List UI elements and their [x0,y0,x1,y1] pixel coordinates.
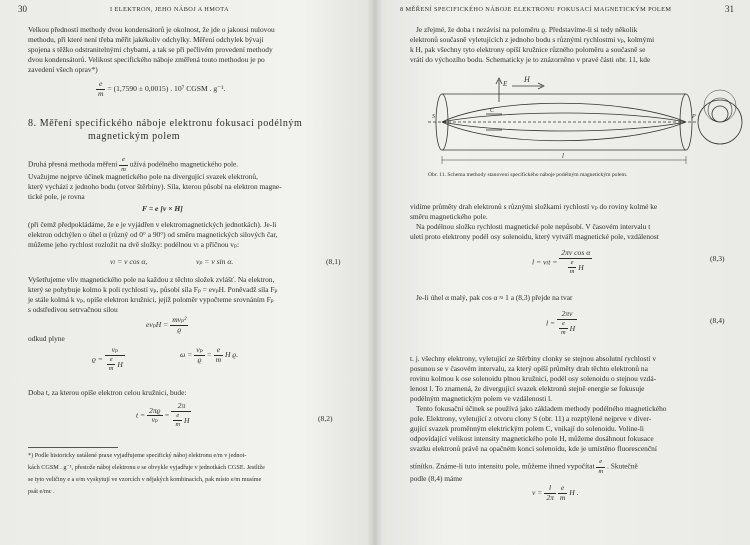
equation-velocity: v = $\frac{l}{2\pi}$ $\frac{e}{m}$ H . [532,483,579,502]
paragraph-line: stínítko. Známe-li tuto intensitu pole, můžeme ihned vypočítat $\frac{e}{m}$ . Skutečně [410,458,638,475]
paragraph-line: Velkou předností methody dvou kondensátorů je okolnost, že jde o jakousi nulovou [28,25,275,34]
footnote-line: *) Podle historicky ustálené praxe vyjadřujeme specifický náboj elektronu e/m v jednot- [28,452,247,459]
paragraph-line: Tento fokusační účinek se používá jako základem methody podélného magnetického [416,404,667,413]
paragraph-line: zavedení všech oprav*) [28,65,98,74]
footnote-line: psát e/mc . [28,488,55,495]
footnote-line: se tyto veličiny e a e/m vyskytují ve vzorcích v nějakých kombinacích, pak místo e/m musíme [28,476,262,483]
paragraph-line: podle (8,4) máme [410,474,463,483]
equation-period: t = $\frac{2\pi ϱ}{\text{vₚ}}$ = 2π $\frac{e}{m}$ H [136,401,190,428]
paragraph-line: svazku elektronů právě na opačném konci solenoidu, kde je umístěno fluorescenční [410,444,657,453]
paragraph-line: methodu, při které není třeba měřit jakékoliv odchylky. Měření odchylek bývají [28,35,264,44]
paragraph-line: Na podélnou složku rychlosti magnetické pole nepůsobí. V časovém intervalu t [416,222,651,231]
figure-caption: Obr. 11. Schema methody stanovení specifického náboje podélným magnetickým polem. [428,172,628,178]
paragraph-line: směru magnetického pole. [410,212,488,221]
equation-radius: ϱ = vₚ $\frac{e}{m}$ H [92,345,123,372]
page-number-right: 31 [725,4,734,14]
paragraph-line: pole. Elektrony, vyletující z otvoru clony S (obr. 11) a rozptýlené nejprve v diver- [410,414,652,423]
paragraph-line: vidíme průměty drah elektronů s různými složkami rychlostí vₚ do roviny kolmé ke [410,202,658,211]
paragraph-line: (při čemž předpokládáme, že e je vyjádřen v elektromagnetických jednotkách). Je-li [28,220,277,229]
paragraph-line: dvou kondensátorů. Velikost specifického náboje změřená touto methodou je po [28,55,265,64]
paragraph-line: odpovídající velikost intensity magnetického pole H, můžeme dosáhnout fokusace [410,434,654,443]
solenoid-focusing-diagram [424,72,744,167]
equation-number: (8,3) [710,254,725,263]
paragraph-line: elektron odchýlen o úhel α (různý od 0° a 90°) od směru magnetických silových čar, [28,230,278,239]
paragraph-line: posunou se v časovém intervalu, za který opíší průměty drah těchto elektronů na [410,364,648,373]
equation-centripetal: evₚH = $\frac{\text{mvₚ²}}{ϱ}$ [146,315,187,334]
equation-lorentz-force: F = e [v × H] [142,204,183,213]
equation-number: (8,1) [326,257,341,266]
footnote-rule [28,447,118,448]
figure-label-c: C [490,108,495,114]
paragraph-line: s odstředivou setrvačnou silou [28,305,118,314]
equation-flight-length: l = vₗt = 2πv cos α $\frac{e}{m}$ H [532,248,591,275]
paragraph-line: Vyšetřujeme vliv magnetického pole na každou z těchto složek zvlášť. Na elektron, [28,275,275,284]
equation-number: (8,4) [710,316,725,325]
paragraph-line: můžeme jeho rychlost rozložit na dvě složky: podélnou vₗ a příčnou vₚ: [28,240,240,249]
equation-transverse: vₚ = v sin α. [196,257,234,266]
paragraph-line: odkud plyne [28,334,65,343]
paragraph-line: uletí proto elektrony podél osy solenoidu, který vytváří magnetické pole, vzdálenost [410,232,659,241]
figure-label-h: H [524,75,530,84]
page-number-left: 30 [18,4,27,14]
paragraph-line: tické pole, je rovna [28,192,85,201]
section-title: 8. Měření specifického náboje elektronu fokusací podélným [28,118,303,129]
left-page [0,0,372,545]
figure-label-p: P [692,114,696,120]
paragraph-line: spojena s těžko odstranitelnými chybami, a tak se při pečlivém provedení methody [28,45,273,54]
equation-angular-velocity: ω = $\frac{\text{vₚ}}{ϱ}$ = $\frac{e}{m}$ H ϱ. [180,345,239,364]
footnote-line: kách CGSM . g⁻¹, přestože náboj elektronu e se obvykle vyjadřuje v jednotkách CGSE. Jestliže [28,464,265,471]
paragraph-line: rovinu kolmou k ose solenoidu plnou kružnici, podél osy solenoidu o stejnou vzdá- [410,374,657,383]
equation-focal-length: l = 2πv $\frac{e}{m}$ H [546,309,576,336]
running-header-right: 8 MĚŘENÍ SPECIFICKÉHO NÁBOJE ELEKTRONU FOKUSACÍ MAGNETICKÝM POLEM [400,6,672,13]
paragraph-line: Je zřejmé, že doba t nezávisí na poloměru ϱ. Představíme-li si tedy několik [416,25,638,34]
equation-specific-charge: $\frac{e}{m}$ = (1,7590 ± 0,0015) . 10⁷ CGSM . g⁻¹. [98,79,226,98]
paragraph-line: Uvažujme nejprve účinek magnetického pole na divergující svazek elektronů, [28,172,258,181]
paragraph-line: podélným magnetickým polem ve vzdálenosti l. [410,394,553,403]
paragraph-line: gující svazek proměnným elektrickým polem C, vnikají do solenoidu. Voline-li [410,424,644,433]
paragraph-line: který vychází z jednoho bodu (otvor štěrbiny). Síla, kterou působí na elektron magne- [28,182,282,191]
paragraph-line: vrátí do výchozího bodu. Schematicky je to znázorněno v pravé části obr. 11, kde [410,55,651,64]
running-header-left: I ELEKTRON, JEHO NÁBOJ A HMOTA [110,6,229,13]
section-title-line2: magnetickým polem [88,131,181,142]
paragraph-line: Druhá přesná methoda měření $\frac{e}{m}$ užívá podélného magnetického pole. [28,156,239,173]
paragraph-line: t. j. všechny elektrony, vyletující ze štěrbiny clonky se stejnou absolutní rychlostí v [410,354,657,363]
figure-label-l: l [562,152,564,160]
paragraph-line: k H, pak všechny tyto elektrony opíší kružnice různého poloměru a současně se [410,45,646,54]
paragraph-line: elektronů současně vyletujících z jednoho bodu s různými rychlostmi vₚ, kolmými [410,35,655,44]
paragraph-line: lenost l. To znamená, že divergující svazek elektronů stejně energie se fokusuje [410,384,645,393]
paragraph-line: Je-li úhel α malý, pak cos α ≈ 1 a (8,3) přejde na tvar [416,293,573,302]
equation-longitudinal: vₗ = v cos α, [110,257,148,266]
figure-label-e: E [503,80,508,88]
figure-label-s: S [432,114,435,120]
paragraph-line: je stále kolmá k vₚ, opíše elektron kružnici, jejíž poloměr vypočteme srovnáním Fₚ [28,295,274,304]
paragraph-line: který se pohybuje kolmo k poli rychlostí vₚ, působí síla Fₚ = evₚH. Poněvadž síla Fₚ [28,285,278,294]
equation-number: (8,2) [318,414,333,423]
paragraph-line: Doba t, za kterou opíše elektron celou kružnici, bude: [28,388,187,397]
